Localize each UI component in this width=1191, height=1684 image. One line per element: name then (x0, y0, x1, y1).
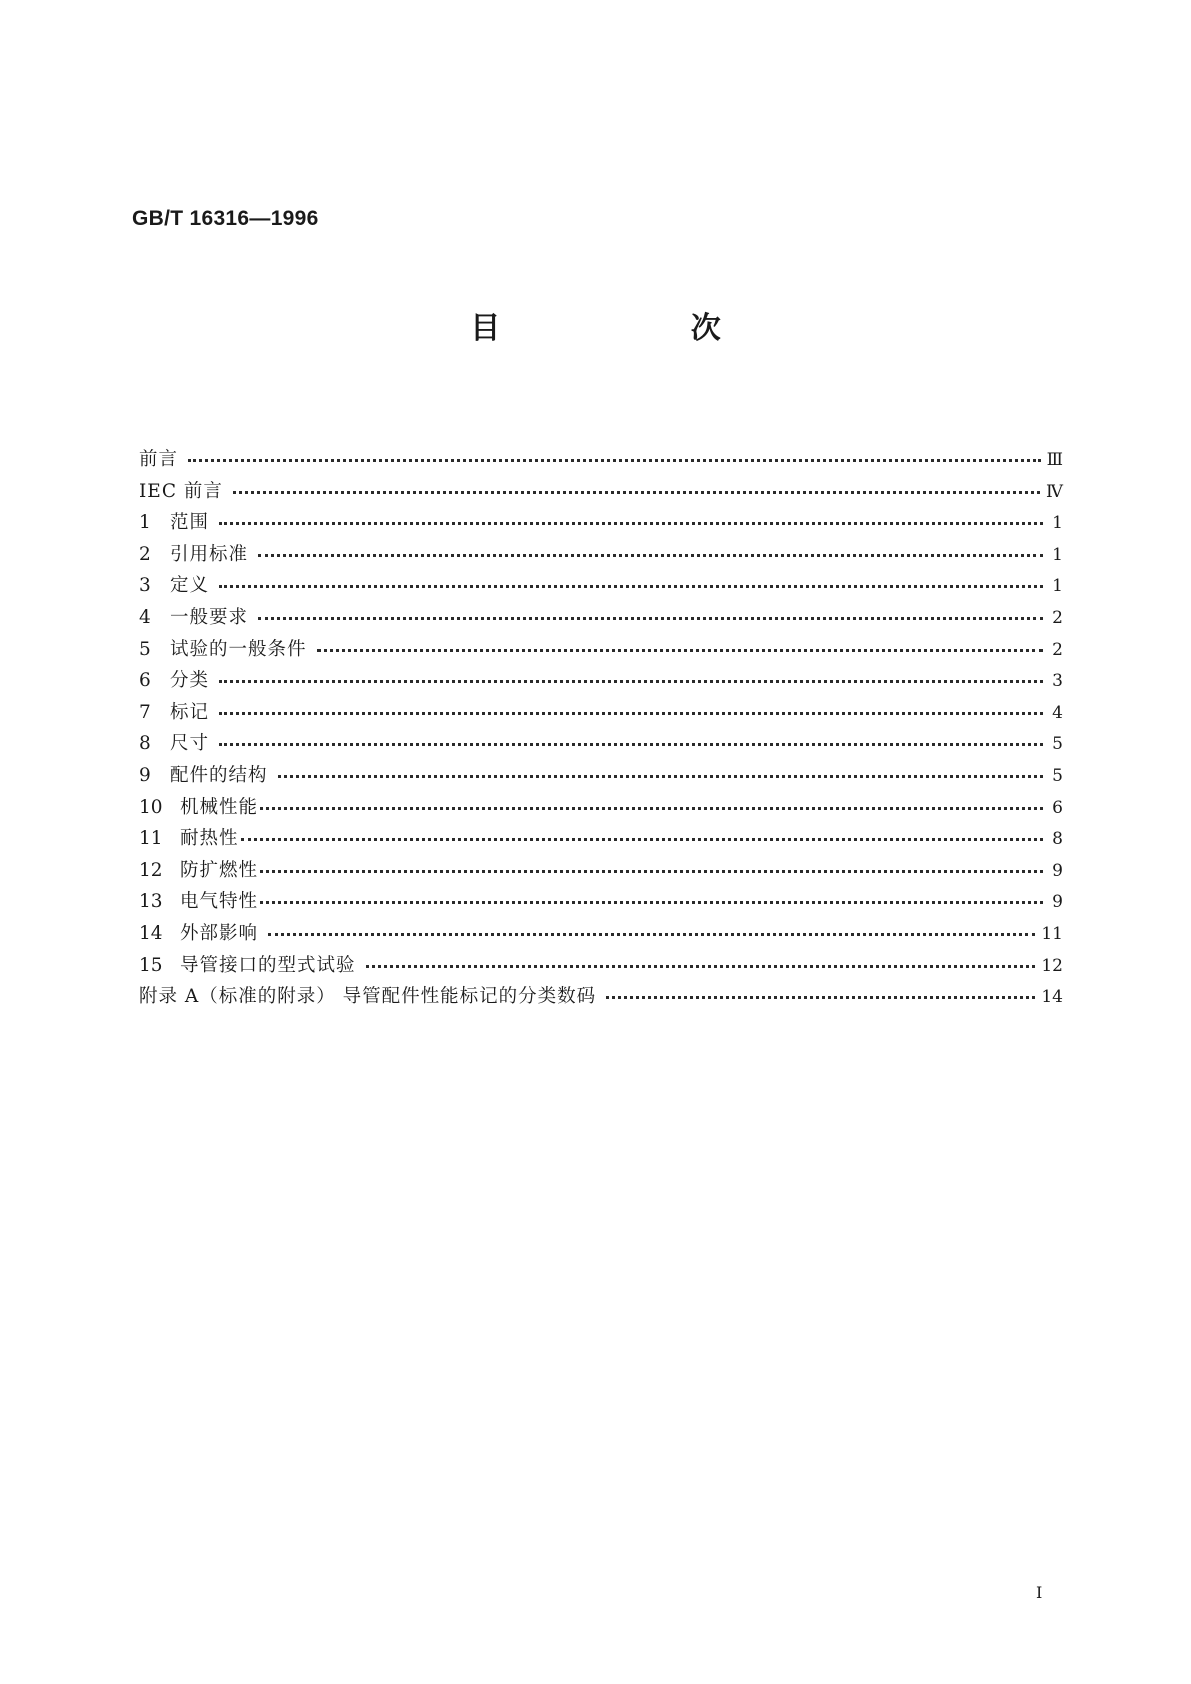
toc-entry-page: Ⅳ (1046, 481, 1063, 502)
toc-entry-foreword[interactable] (139, 445, 1063, 477)
dot-leader (258, 604, 1043, 623)
dot-leader (219, 510, 1043, 529)
toc-entry-8[interactable] (139, 729, 1063, 761)
toc-entry-title: 附录 A（标准的附录） 导管配件性能标记的分类数码 (139, 986, 597, 1008)
toc-entry-title: 电气特性 (180, 891, 259, 913)
dot-leader (219, 573, 1043, 592)
standard-number: GB/T 16316—1996 (132, 207, 319, 230)
toc-entry-number: 6 (139, 670, 151, 692)
toc-entry-page: 2 (1052, 639, 1063, 660)
dot-leader (241, 826, 1043, 845)
toc-entry-page: 4 (1052, 702, 1063, 723)
toc-entry-page: 9 (1052, 892, 1063, 913)
toc-entry-7[interactable] (139, 698, 1063, 730)
dot-leader (219, 668, 1043, 687)
toc-entry-page: 1 (1052, 513, 1063, 534)
toc-entry-iec-foreword[interactable] (139, 477, 1063, 509)
dot-leader (258, 541, 1043, 560)
toc-entry-13[interactable] (139, 887, 1063, 919)
page-title: 目 次 (470, 311, 811, 346)
toc-entry-number: 12 (139, 859, 163, 881)
toc-entry-6[interactable] (139, 666, 1063, 698)
toc-entry-1[interactable] (139, 508, 1063, 540)
toc-entry-title: 尺寸 (170, 733, 210, 755)
toc-entry-10[interactable] (139, 793, 1063, 825)
toc-entry-12[interactable] (139, 856, 1063, 888)
toc-entry-title: 配件的结构 (170, 764, 268, 786)
table-of-contents (139, 445, 1063, 1014)
toc-entry-title: 引用标准 (170, 543, 249, 565)
toc-entry-page: 2 (1052, 607, 1063, 628)
toc-entry-4[interactable] (139, 603, 1063, 635)
dot-leader (233, 478, 1040, 497)
toc-entry-title: 试验的一般条件 (170, 638, 307, 660)
toc-entry-3[interactable] (139, 571, 1063, 603)
toc-entry-page: 1 (1052, 544, 1063, 565)
toc-entry-5[interactable] (139, 635, 1063, 667)
toc-entry-annex-a[interactable] (139, 982, 1063, 1014)
toc-entry-page: 5 (1052, 734, 1063, 755)
dot-leader (268, 920, 1035, 939)
toc-entry-number: 4 (139, 606, 151, 628)
dot-leader (260, 889, 1043, 908)
toc-entry-number: 10 (139, 796, 163, 818)
toc-entry-14[interactable] (139, 919, 1063, 951)
toc-entry-number: 15 (139, 954, 163, 976)
toc-entry-9[interactable] (139, 761, 1063, 793)
toc-entry-title: 前言 (139, 449, 179, 470)
dot-leader (260, 857, 1043, 876)
toc-entry-11[interactable] (139, 824, 1063, 856)
toc-entry-page: Ⅲ (1046, 450, 1063, 470)
dot-leader (219, 731, 1043, 750)
toc-entry-page: 12 (1041, 955, 1063, 976)
toc-entry-page: 11 (1041, 923, 1063, 944)
dot-leader (278, 762, 1043, 781)
toc-entry-number: 2 (139, 543, 151, 565)
toc-entry-title: 标记 (170, 701, 210, 723)
toc-entry-number: 14 (139, 922, 163, 944)
toc-entry-title: 防扩燃性 (180, 859, 259, 881)
toc-entry-number: 1 (139, 512, 151, 534)
dot-leader (260, 794, 1043, 813)
toc-entry-title: 一般要求 (170, 606, 249, 628)
toc-entry-page: 3 (1052, 671, 1063, 692)
dot-leader (317, 636, 1043, 655)
toc-entry-title: IEC 前言 (139, 480, 223, 502)
toc-entry-title: 外部影响 (180, 922, 259, 944)
toc-entry-number: 9 (139, 764, 151, 786)
dot-leader (219, 699, 1043, 718)
toc-entry-title: 机械性能 (180, 796, 259, 818)
toc-entry-page: 6 (1052, 797, 1063, 818)
toc-entry-number: 3 (139, 575, 151, 597)
toc-entry-page: 1 (1052, 576, 1063, 597)
toc-entry-title: 定义 (170, 575, 210, 597)
toc-entry-page: 9 (1052, 860, 1063, 881)
dot-leader (366, 952, 1036, 971)
toc-entry-number: 5 (139, 638, 151, 660)
toc-entry-page: 5 (1052, 765, 1063, 786)
toc-entry-title: 范围 (170, 512, 210, 534)
toc-entry-page: 14 (1041, 987, 1063, 1008)
toc-entry-number: 7 (139, 701, 151, 723)
toc-entry-number: 8 (139, 733, 151, 755)
toc-entry-page: 8 (1052, 829, 1063, 850)
dot-leader (606, 984, 1035, 1003)
page-number: Ⅰ (1036, 1583, 1043, 1602)
toc-entry-title: 导管接口的型式试验 (180, 954, 356, 976)
dot-leader (188, 447, 1041, 466)
toc-entry-number: 13 (139, 891, 163, 913)
toc-entry-title: 耐热性 (180, 828, 239, 850)
toc-entry-2[interactable] (139, 540, 1063, 572)
toc-entry-15[interactable] (139, 951, 1063, 983)
toc-entry-title: 分类 (170, 670, 210, 692)
toc-entry-number: 11 (139, 828, 163, 850)
